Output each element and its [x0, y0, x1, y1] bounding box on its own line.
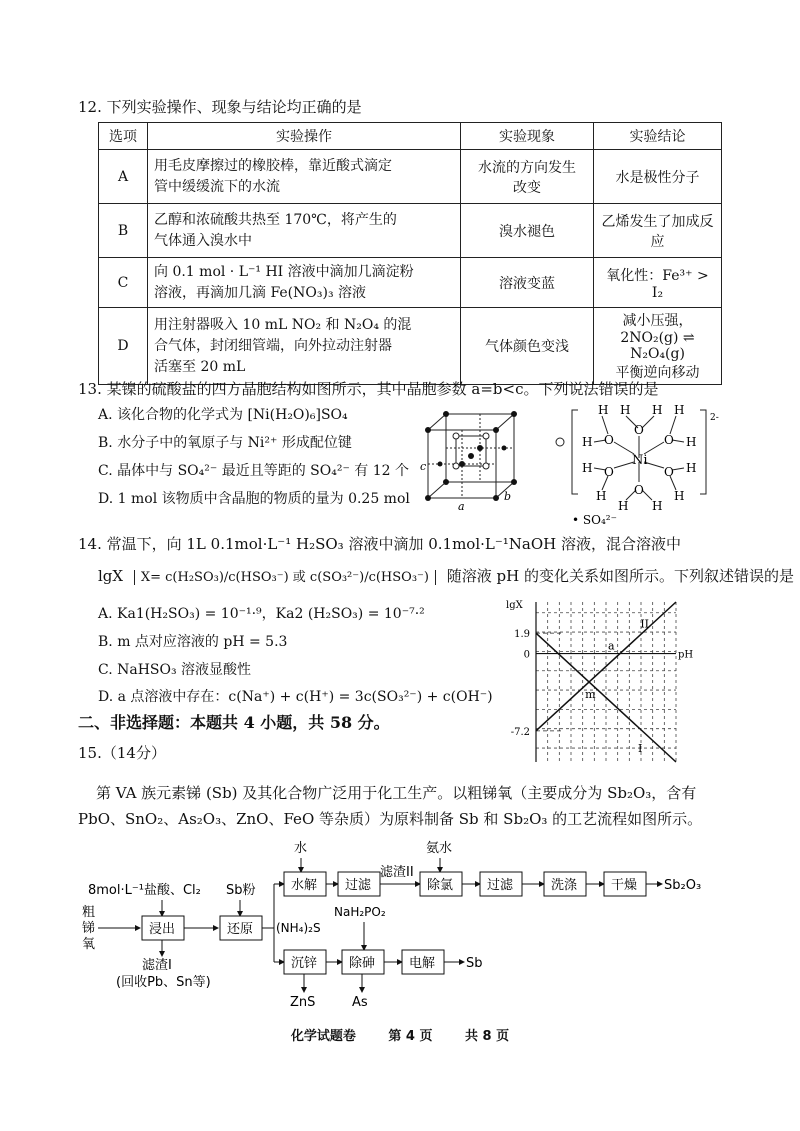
- q13-stem: 13. 某镍的硫酸盐的四方晶胞结构如图所示，其中晶胞参数 a=b<c。下列说法错误的是: [78, 380, 659, 398]
- svg-text:H: H: [598, 403, 609, 417]
- sulfate-legend: • SO₄²⁻: [572, 513, 617, 527]
- flow-product-sb2o3: Sb₂O₃: [664, 878, 702, 893]
- chart-ylabel: lgX: [506, 600, 523, 611]
- flow-filter1: 过滤: [345, 878, 372, 893]
- q13-option-c: C. 晶体中与 SO₄²⁻ 最近且等距的 SO₄²⁻ 有 12 个: [98, 463, 409, 479]
- q15-para2: PbO、SnO₂、As₂O₃、ZnO、FeO 等杂质）为原料制备 Sb 和 Sb₂O₃ 的工艺流程如图所示。: [78, 810, 703, 828]
- svg-text:H: H: [596, 489, 607, 503]
- flow-residue1: 滤渣I: [142, 958, 172, 973]
- q12-row-b: [99, 204, 722, 258]
- complex-charge: 2-: [710, 413, 719, 423]
- svg-text:H: H: [582, 435, 593, 449]
- q13-option-b: B. 水分子中的氧原子与 Ni²⁺ 形成配位键: [98, 435, 352, 451]
- flow-raw-2: 锑: [82, 921, 96, 936]
- chart-xlabel: pH: [678, 649, 694, 661]
- q12-operation-c: 向 0.1 mol · L⁻¹ HI 溶液中滴加几滴淀粉 溶液，再滴加几滴 Fe(NO₃)₃ 溶液: [148, 258, 461, 308]
- chart-ytick-label: -7.2: [510, 726, 530, 738]
- flow-filter2: 过滤: [487, 878, 514, 893]
- q13-option-a: A. 该化合物的化学式为 [Ni(H₂O)₆]SO₄: [98, 407, 348, 423]
- flow-raw-3: 氧: [82, 937, 96, 952]
- q14-stem-line2: [98, 565, 794, 589]
- svg-text:O: O: [604, 433, 614, 447]
- series-label-II: II: [640, 617, 650, 631]
- flow-reagent-nh4s: (NH₄)₂S: [276, 921, 321, 935]
- flow-product-sb: Sb: [466, 956, 483, 971]
- lgx-ph-chart: [500, 596, 694, 766]
- svg-text:O: O: [634, 483, 644, 497]
- svg-text:H: H: [686, 461, 697, 475]
- svg-text:O: O: [604, 465, 614, 479]
- q13-option-d: D. 1 mol 该物质中含晶胞的物质的量为 0.25 mol: [98, 491, 410, 507]
- point-label-a: a: [608, 639, 615, 653]
- chart-grid: [536, 602, 676, 762]
- q14-option-a: A. Ka1(H₂SO₃) = 10⁻¹·⁹，Ka2 (H₂SO₃) = 10⁻⁷·²: [98, 606, 425, 622]
- q12-col-phenomenon: 实验现象: [461, 123, 594, 150]
- q14-lgx-label: lgX: [98, 567, 124, 585]
- svg-text:H: H: [582, 461, 593, 475]
- svg-text:H: H: [620, 403, 631, 417]
- q12-option-c: C: [99, 258, 148, 308]
- flow-wash: 洗涤: [551, 878, 578, 893]
- section2-heading: 二、非选择题：本题共 4 小题，共 58 分。: [78, 713, 390, 732]
- footer-page: 第 4 页: [388, 1029, 433, 1044]
- flow-leach: 浸出: [149, 922, 176, 937]
- flow-reagent-sb: Sb粉: [226, 883, 256, 898]
- flow-reagent-nah2po2: NaH₂PO₂: [334, 905, 386, 919]
- q12-phenomenon-d: 气体颜色变浅: [461, 308, 594, 385]
- svg-text:H: H: [652, 499, 663, 513]
- q12-conclusion-a: 水是极性分子: [594, 150, 722, 204]
- flow-reagent-hcl: 8mol·L⁻¹盐酸、Cl₂: [88, 883, 201, 898]
- q14-x-definition: X= c(H₂SO₃)/c(HSO₃⁻) 或 c(SO₃²⁻)/c(HSO₃⁻): [134, 570, 436, 585]
- q14-stem-line1: 14. 常温下，向 1L 0.1mol·L⁻¹ H₂SO₃ 溶液中滴加 0.1mol·L⁻¹NaOH 溶液，混合溶液中: [78, 535, 681, 553]
- cell-label-a: a: [458, 500, 465, 513]
- flow-as: As: [352, 995, 368, 1010]
- q12-row-d: [99, 308, 722, 385]
- q12-table: [98, 122, 722, 385]
- unit-cell-figure: [418, 404, 530, 512]
- flow-residue2: 滤渣II: [380, 865, 414, 880]
- q12-col-operation: 实验操作: [148, 123, 461, 150]
- flow-dry: 干燥: [611, 878, 638, 893]
- page-footer: [0, 1025, 800, 1044]
- q12-operation-d: 用注射器吸入 10 mL NO₂ 和 N₂O₄ 的混 合气体，封闭细管端，向外拉动注射器 活塞至 20 mL: [148, 308, 461, 385]
- q12-operation-a: 用毛皮摩擦过的橡胶棒，靠近酸式滴定 管中缓缓流下的水流: [148, 150, 461, 204]
- cell-label-c: c: [420, 460, 427, 473]
- complex-center-ni: Ni: [632, 453, 648, 468]
- svg-text:H: H: [618, 499, 629, 513]
- flow-raw-1: 粗: [82, 905, 96, 920]
- cell-label-b: b: [504, 490, 512, 503]
- series-label-I: I: [638, 742, 643, 756]
- flow-electro: 电解: [409, 956, 436, 971]
- footer-total: 共 8 页: [465, 1029, 510, 1044]
- flow-ammonia: 氨水: [426, 841, 453, 856]
- flow-hydrolysis: 水解: [291, 878, 318, 893]
- svg-text:O: O: [664, 465, 674, 479]
- q12-col-option: 选项: [99, 123, 148, 150]
- q12-conclusion-b: 乙烯发生了加成反应: [594, 204, 722, 258]
- q12-option-a: A: [99, 150, 148, 204]
- q15-header: 15.（14分）: [78, 744, 166, 762]
- point-label-m: m: [585, 688, 596, 701]
- svg-text:H: H: [674, 403, 685, 417]
- q12-phenomenon-b: 溴水褪色: [461, 204, 594, 258]
- chart-ytick-label: 0: [523, 649, 530, 661]
- nickel-complex-figure: [552, 402, 732, 528]
- q14-stem-tail: 随溶液 pH 的变化关系如图所示。下列叙述错误的是: [446, 567, 794, 585]
- q15-para1: 第 VA 族元素锑 (Sb) 及其化合物广泛用于化工生产。以粗锑氧（主要成分为 Sb₂O₃，含有: [96, 784, 697, 802]
- chart-ytick-label: 1.9: [514, 629, 530, 641]
- q14-option-d: D. a 点溶液中存在：c(Na⁺) + c(H⁺) = 3c(SO₃²⁻) + c(OH⁻): [98, 689, 493, 705]
- svg-text:H: H: [674, 489, 685, 503]
- q12-conclusion-d: 减小压强， 2NO₂(g) ⇌ N₂O₄(g) 平衡逆向移动: [594, 308, 722, 385]
- complex-ion-marker: [556, 438, 564, 446]
- q14-option-c: C. NaHSO₃ 溶液显酸性: [98, 662, 252, 678]
- q12-row-a: [99, 150, 722, 204]
- flow-water: 水: [294, 841, 308, 856]
- flow-dechlor: 除氯: [427, 878, 454, 893]
- footer-subject: 化学试题卷: [290, 1029, 356, 1044]
- svg-text:H: H: [686, 435, 697, 449]
- q12-stem: 12. 下列实验操作、现象与结论均正确的是: [78, 98, 362, 116]
- q12-phenomenon-c: 溶液变蓝: [461, 258, 594, 308]
- q12-row-c: [99, 258, 722, 308]
- q12-col-conclusion: 实验结论: [594, 123, 722, 150]
- flow-residue1-note: (回收Pb、Sn等): [116, 975, 211, 990]
- flow-zns: ZnS: [290, 995, 316, 1010]
- svg-text:O: O: [634, 423, 644, 437]
- q12-phenomenon-a: 水流的方向发生 改变: [461, 150, 594, 204]
- q12-conclusion-c: 氧化性：Fe³⁺ > I₂: [594, 258, 722, 308]
- q12-operation-b: 乙醇和浓硫酸共热至 170℃，将产生的 气体通入溴水中: [148, 204, 461, 258]
- q14-option-b: B. m 点对应溶液的 pH = 5.3: [98, 634, 288, 650]
- svg-text:H: H: [652, 403, 663, 417]
- q12-option-d: D: [99, 308, 148, 385]
- flow-arsenic: 除砷: [349, 956, 376, 971]
- q12-option-b: B: [99, 204, 148, 258]
- q12-header-row: [99, 123, 722, 150]
- flow-zinc: 沉锌: [291, 956, 318, 971]
- svg-text:O: O: [664, 433, 674, 447]
- process-flow-diagram: [80, 836, 720, 1014]
- flow-reduce: 还原: [227, 922, 254, 937]
